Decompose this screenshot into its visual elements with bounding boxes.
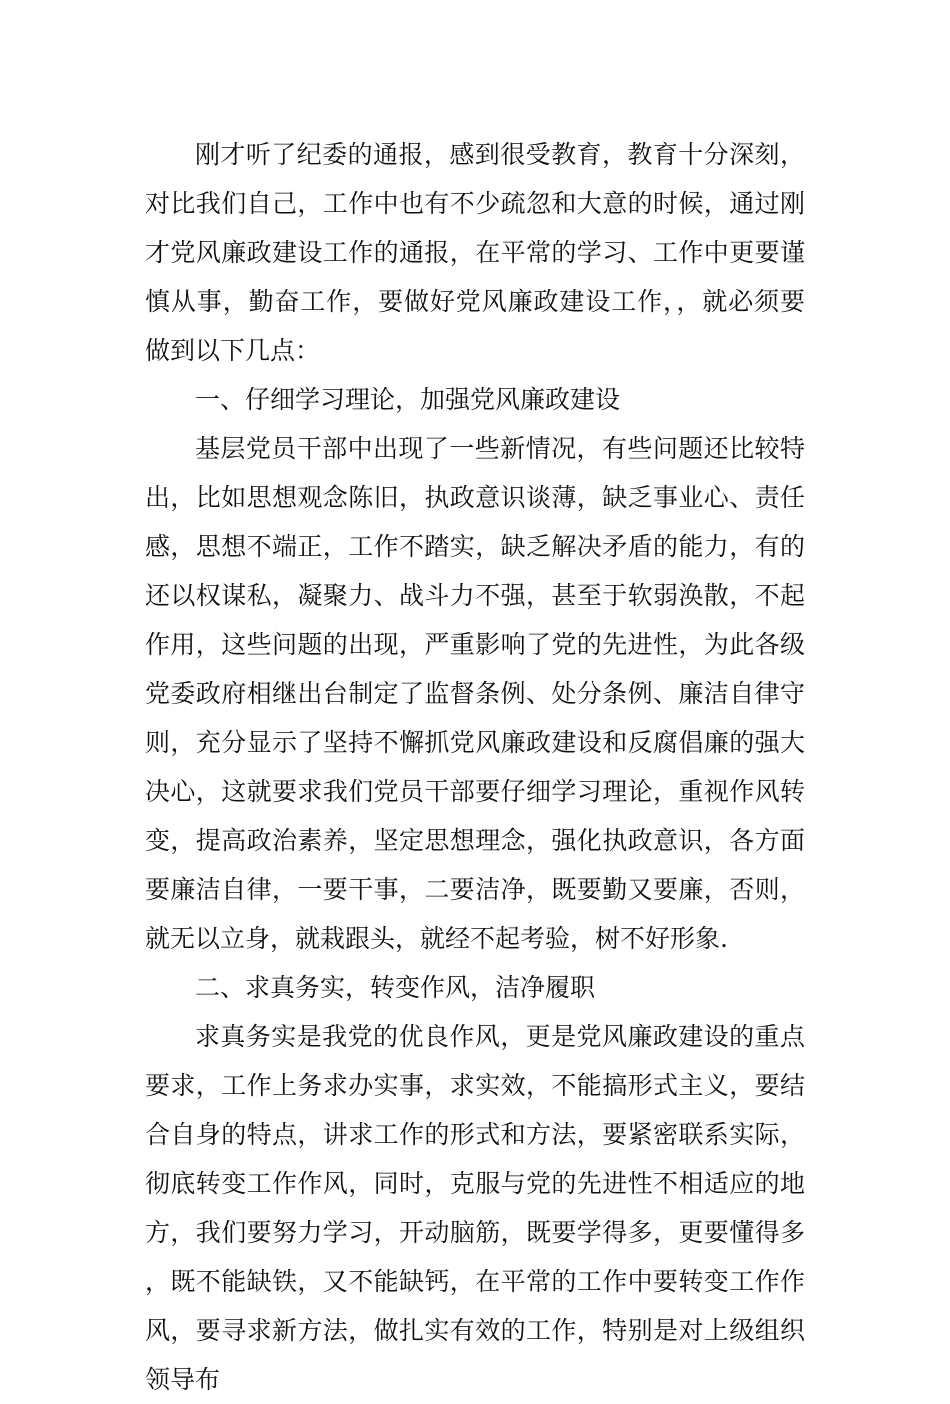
paragraph-section-2: 求真务实是我党的优良作风，更是党风廉政建设的重点要求，工作上务求办实事，求实效，不能搞形式主义，要结合自身的特点，讲求工作的形式和方法，要紧密联系实际，彻底转变工作作风，同时，克服与党的先进性不相适应的地方，我们要努力学习，开动脑筋，既要学得多，更要懂得多，既不能缺铁，又不能缺钙，在平常的工作中要转变工作作风，要寻求新方法，做扎实有效的工作，特别是对上级组织领导布 [145,1022,805,1394]
paragraph-section-1: 基层党员干部中出现了一些新情况，有些问题还比较特出，比如思想观念陈旧，执政意识谈薄，缺乏事业心、责任感，思想不端正，工作不踏实，缺乏解决矛盾的能力，有的还以权谋私，凝聚力、战斗力不强，甚至于软弱涣散，不起作用，这些问题的出现，严重影响了党的先进性，为此各级党委政府相继出台制定了监督条例、处分条例、廉洁自律守则，充分显示了坚持不懈抓党风廉政建设和反腐倡廉的强大决心，这就要求我们党员干部要仔细学习理论，重视作风转变，提高政治素养，坚定思想理念，强化执政意识，各方面要廉洁自律，一要干事，二要洁净，既要勤又要廉，否则，就无以立身，就栽跟头，就经不起考验，树不好形象. [145,434,805,953]
paragraph-intro: 刚才听了纪委的通报，感到很受教育，教育十分深刻，对比我们自己，工作中也有不少疏忽和大意的时候，通过刚才党风廉政建设工作的通报，在平常的学习、工作中更要谨慎从事，勤奋工作，要做好党风廉政建设工作，，就必须要做到以下几点： [145,140,805,365]
section-heading-1: 一、仔细学习理论，加强党风廉政建设 [195,385,621,414]
section-heading-2: 二、求真务实，转变作风，洁净履职 [195,973,596,1002]
document-body [145,130,805,1404]
